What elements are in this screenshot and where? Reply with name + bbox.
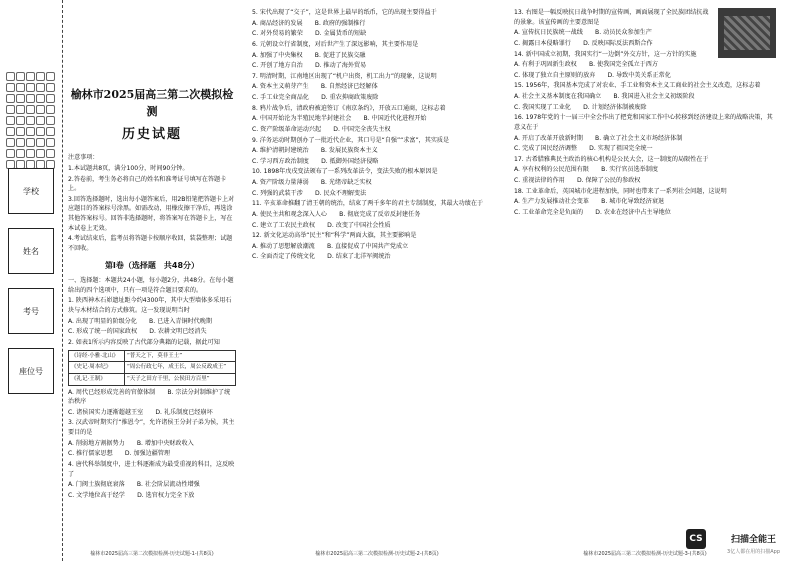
answer-bubble <box>16 105 25 114</box>
answer-bubble <box>26 149 35 158</box>
name-field <box>8 228 54 274</box>
answer-bubble <box>46 94 55 103</box>
question-line: C. 资产阶级革命运动兴起 D. 中国完全丧失主权 <box>252 125 391 133</box>
question-line: C. 完成了国民经济调整 D. 实现了祖国完全统一 <box>514 145 653 153</box>
note-line: 4.考试结束后，监考员将答题卡按顺序收回，装袋整理；试题不回收。 <box>68 235 233 252</box>
camscanner-logo: CS <box>686 529 706 549</box>
question-line: A. 商品经济的发展 B. 政府的强制推行 <box>252 19 366 27</box>
question-line: C. 揭露日本侵略罪行 D. 反映国际反法西斯合作 <box>514 39 653 47</box>
seat-number-field <box>8 348 54 394</box>
reference-table <box>68 350 236 386</box>
answer-bubble <box>26 138 35 147</box>
answer-bubble <box>6 83 15 92</box>
question-line: A. 维护清朝封建统治 B. 发展民族资本主义 <box>252 147 378 155</box>
question-line: A. 生产力发展推动社会变革 B. 城市化导致经济衰退 <box>514 198 665 206</box>
answer-bubble <box>46 149 55 158</box>
seat-number-label: 座位号 <box>19 366 43 376</box>
note-line: 3.回答选择题时，选出每小题答案后，用2B铅笔把答题卡上对应题目的答案标号涂黑。如需改动，用橡皮擦干净后，再选涂其他答案标号。回答非选择题时，将答案写在答题卡上，写在本试卷上无效。 <box>68 195 235 232</box>
question-line: 8. 鸦片战争后，清政府被迫签订《南京条约》，开放五口通商，这标志着 <box>252 104 446 112</box>
exam-number-field <box>8 288 54 334</box>
question-option: C. 文学地位高于经学 D. 选官权力完全下放 <box>68 491 195 499</box>
answer-bubble <box>6 94 15 103</box>
section-intro: 一、选择题：本题共24小题，每小题2分，共48分。在每小题给出的四个选项中，只有一项是符合题目要求的。 <box>68 277 234 294</box>
question-option: C. 诸侯国实力逐渐超越王室 D. 礼乐制度已经崩坏 <box>68 408 213 416</box>
question-line: C. 开创了地方自治 D. 推动了海外贸易 <box>252 62 367 70</box>
school-field <box>8 168 54 214</box>
exam-subject: 历史试题 <box>121 126 182 142</box>
page-footer-2: 榆林市2025届高三第二次模拟检测-历史试题-2-(共8页) <box>315 551 439 557</box>
table-cell: 《诗经·小雅·北山》 <box>69 350 125 362</box>
page-column-2 <box>252 8 502 548</box>
answer-bubble <box>6 72 15 81</box>
question-line: 3. 汉武帝时期实行“推恩令”，允许诸侯王分封子弟为侯，其主要目的是 <box>68 419 235 437</box>
answer-bubble <box>46 105 55 114</box>
page-footer-3: 榆林市2025届高三第二次模拟检测-历史试题-3-(共8页) <box>583 551 707 557</box>
camscanner-name: 扫描全能王 <box>730 535 776 545</box>
answer-bubble <box>16 149 25 158</box>
question-option: A. 门阀士族彻底衰落 B. 社会阶层流动性增强 <box>68 481 200 489</box>
question-line: 7. 明清时期，江南地区出现了“机户出资，机工出力”的现象，这说明 <box>252 72 437 80</box>
question-line: 5. 宋代出现了“交子”，这是世界上最早的纸币，它的出现主要得益于 <box>252 9 437 16</box>
question-line: C. 列强的武装干涉 D. 民众不理解变法 <box>252 189 367 197</box>
question-line: 10. 1898年戊戌变法颁布了一系列改革法令，变法失败的根本原因是 <box>252 168 438 176</box>
name-label: 姓名 <box>23 246 39 256</box>
answer-bubble <box>16 72 25 81</box>
answer-bubble <box>36 127 45 136</box>
answer-bubble <box>46 83 55 92</box>
question-line: 11. 辛亥革命推翻了清王朝的统治，结束了两千多年的君主专制制度，其最大功绩在于 <box>252 200 484 208</box>
answer-bubble <box>46 116 55 125</box>
question-line: A. 享有权利的公民范围有限 B. 实行官员选举制度 <box>514 166 658 174</box>
page-footer-1: 榆林市2025届高三第二次模拟检测-历史试题-1-(共8页) <box>90 551 214 557</box>
question-line: 4. 唐代科举制度中，进士科逐渐成为最受重视的科目，这反映了 <box>68 460 235 478</box>
table-cell: 《史记·周本纪》 <box>69 362 125 374</box>
question-line: C. 全面否定了传统文化 D. 结束了北洋军阀统治 <box>252 253 391 261</box>
answer-bubble <box>36 72 45 81</box>
question-line: 17. 古希腊雅典民主政治的核心机构是公民大会，这一制度的局限性在于 <box>514 155 709 163</box>
table-row <box>69 362 236 374</box>
answer-bubble <box>46 72 55 81</box>
question-line: A. 有利于巩固新生政权 B. 使我国完全孤立于西方 <box>514 61 658 69</box>
answer-bubble <box>26 127 35 136</box>
answer-bubble <box>16 116 25 125</box>
camscanner-tagline: 3亿人都在用的扫描App <box>727 549 780 555</box>
table-cell: “普天之下，莫非王土” <box>124 350 235 362</box>
question-line: A. 资本主义萌芽产生 B. 自然经济已经解体 <box>252 83 378 91</box>
question-line: A. 使民主共和观念深入人心 B. 彻底完成了反帝反封建任务 <box>252 210 421 218</box>
answer-bubbles <box>6 72 56 169</box>
table-cell: 《礼记·王制》 <box>69 373 125 385</box>
exam-notes <box>68 153 236 253</box>
propaganda-image <box>718 8 776 58</box>
answer-bubble <box>6 127 15 136</box>
question-line: 14. 新中国成立初期，我国实行“一边倒”外交方针，这一方针的实施 <box>514 50 697 58</box>
answer-bubble <box>46 138 55 147</box>
question-line: C. 我国实现了工业化 D. 计划经济体制被废除 <box>514 103 647 111</box>
answer-bubble <box>26 94 35 103</box>
table-cell: “天子之田方千里，公侯田方百里” <box>124 373 235 385</box>
school-label: 学校 <box>23 186 39 196</box>
question-line: 1. 陕西神木石峁遗址距今约4300年，其中大型墙体多采用石块与木材结合的方式修筑。这一发现说明当时 <box>68 297 232 315</box>
section-heading: 第Ⅰ卷（选择题 共48分） <box>104 260 200 270</box>
page-column-1 <box>68 8 236 548</box>
question-line: A. 加强了中央集权 B. 促进了民族交融 <box>252 51 366 59</box>
answer-bubble <box>6 116 15 125</box>
question-line: A. 中国开始沦为半殖民地半封建社会 B. 中国近代化进程开始 <box>252 115 427 123</box>
question-line: 12. 新文化运动高举“民主”和“科学”两面大旗，其主要影响是 <box>252 232 417 240</box>
answer-bubble <box>26 83 35 92</box>
question-option: A. 周代已经形成完善的官僚体制 B. 宗法分封制维护了统治秩序 <box>68 388 231 406</box>
question-line: A. 推动了思想解放潮流 B. 直接促成了中国共产党成立 <box>252 242 409 250</box>
question-line: C. 建立了工农民主政权 D. 改变了中国社会性质 <box>252 221 391 229</box>
question-option: C. 形成了统一的国家政权 D. 农耕文明已经消失 <box>68 328 207 336</box>
note-line: 2.答卷前，考生务必将自己的姓名和准考证号填写在答题卡上。 <box>68 175 227 193</box>
question-option: A. 削弱地方割据势力 B. 增加中央财政收入 <box>68 439 194 447</box>
answer-sheet-strip <box>0 0 63 561</box>
note-line: 1.本试题共8页，满分100分，时间90分钟。 <box>68 164 189 172</box>
answer-bubble <box>26 72 35 81</box>
answer-bubble <box>26 116 35 125</box>
table-row <box>69 350 236 362</box>
question-option: A. 出现了明显的阶级分化 B. 已进入青铜时代晚期 <box>68 317 212 325</box>
question-line: C. 学习西方政治制度 D. 抵御外国经济侵略 <box>252 157 379 165</box>
question-line: C. 手工业完全商品化 D. 重农抑商政策废除 <box>252 94 379 101</box>
question-line: 6. 元朝设立行省制度，对后世产生了深远影响，其主要作用是 <box>252 40 419 48</box>
answer-bubble <box>6 149 15 158</box>
question-line: C. 体现了独立自主原则的放弃 D. 导致中美关系正常化 <box>514 71 671 79</box>
question-line: 15. 1956年，我国基本完成了对农业、手工业和资本主义工商业的社会主义改造，这标志着 <box>514 82 761 90</box>
answer-bubble <box>16 138 25 147</box>
question-line: A. 资产阶级力量薄弱 B. 光绪帝缺乏实权 <box>252 179 372 186</box>
table-row <box>69 373 236 385</box>
exam-number-label: 考号 <box>23 306 39 316</box>
answer-bubble <box>36 116 45 125</box>
page-column-3 <box>514 8 776 548</box>
table-cell: “周公行政七年，成王长，周公反政成王” <box>124 362 235 374</box>
question-line: 13. 右图是一幅反映抗日战争时期的宣传画，画面展现了全民族团结抗战的景象。该宣传画的主要意图是 <box>514 9 709 26</box>
answer-bubble <box>36 94 45 103</box>
answer-bubble <box>36 105 45 114</box>
question-line: 9. 洋务运动时期创办了一批近代企业，其口号是“自强”“求富”，其实质是 <box>252 136 450 144</box>
question-line: A. 开启了改革开放新时期 B. 确立了社会主义市场经济体制 <box>514 134 683 142</box>
answer-bubble <box>16 83 25 92</box>
exam-title: 榆林市2025届高三第二次模拟检测 <box>70 88 234 119</box>
question-line: A. 社会主义基本制度在我国确立 B. 我国进入社会主义初级阶段 <box>514 93 695 100</box>
question-line: C. 对外贸易的繁荣 D. 金属货币的短缺 <box>252 30 367 38</box>
answer-bubble <box>16 127 25 136</box>
answer-bubble <box>46 127 55 136</box>
question-line: A. 宣传抗日民族统一战线 B. 动员民众参加生产 <box>514 29 652 37</box>
answer-bubble <box>36 149 45 158</box>
question-line: C. 重视法律的作用 D. 保障了公民的参政权 <box>514 177 641 184</box>
answer-bubble <box>36 138 45 147</box>
answer-bubble <box>16 94 25 103</box>
answer-bubble <box>6 105 15 114</box>
note-line: 注意事项： <box>68 154 99 162</box>
question-line: 2. 如表1所示内容反映了古代部分典籍的记载，据此可知 <box>68 338 220 346</box>
question-line: 18. 工业革命后，英国城市化进程加快，同时也带来了一系列社会问题，这说明 <box>514 187 727 195</box>
answer-bubble <box>36 83 45 92</box>
question-line: C. 工业革命完全是负面的 D. 农业在经济中占主导地位 <box>514 208 671 216</box>
question-option: C. 推行儒家思想 D. 加强边疆管理 <box>68 450 171 458</box>
answer-bubble <box>26 105 35 114</box>
question-line: 16. 1978年党的十一届三中全会作出了把党和国家工作中心转移到经济建设上来的战略决策，其意义在于 <box>514 114 773 131</box>
answer-bubble <box>6 138 15 147</box>
